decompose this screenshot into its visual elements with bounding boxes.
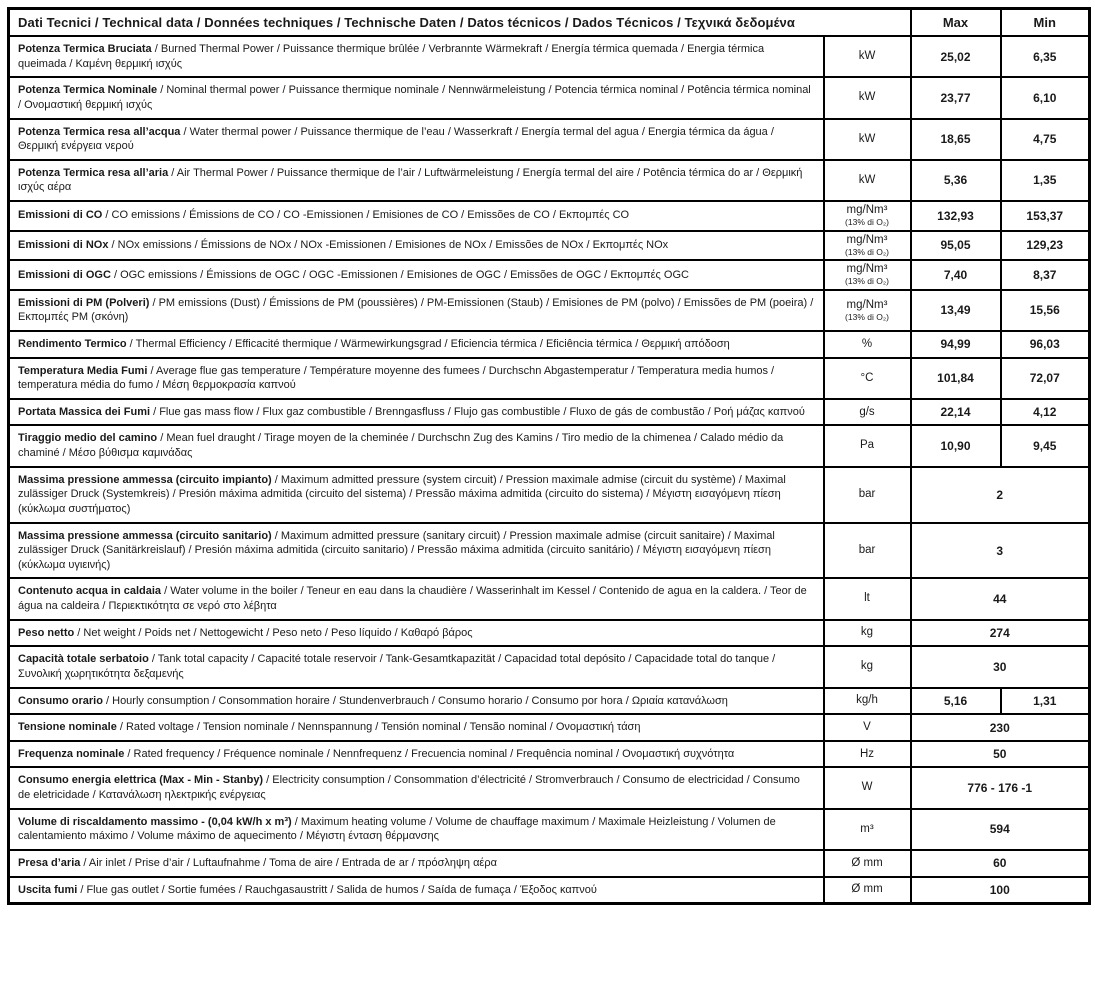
unit-cell: [824, 467, 911, 523]
row-description: [9, 714, 824, 741]
unit-symbol: kg/h: [856, 694, 878, 707]
unit-symbol: Ø mm: [851, 856, 883, 869]
unit-symbol: W: [861, 781, 873, 794]
value-max: 94,99: [911, 331, 1001, 358]
value-min: 8,37: [1001, 260, 1090, 290]
row-description: [9, 160, 824, 201]
row-title: Potenza Termica resa all’aria: [18, 166, 169, 179]
value-merged: 30: [911, 646, 1090, 687]
table-row: [9, 425, 1090, 466]
unit-cell: [824, 77, 911, 118]
row-description: [9, 260, 824, 290]
unit-symbol: kg: [860, 626, 874, 639]
row-translations: / Nominal thermal power / Puissance thermique nominale / Nennwärmeleistung / Potencia térmica nominal / Potência térmica nominal / Ονομαστική θερμική ισχύς: [18, 84, 811, 111]
value-max: 13,49: [911, 290, 1001, 331]
row-translations: / Water thermal power / Puissance thermique de l’eau / Wasserkraft / Energía termal del agua / Energia térmica da água / Θερμική ενέργεια νερού: [18, 125, 774, 153]
unit-cell: [824, 767, 911, 808]
unit-symbol: m³: [860, 822, 874, 835]
row-translations: / Rated voltage / Tension nominale / Nennspannung / Tensión nominal / Tensão nominal / Ονομαστική τάση: [116, 721, 641, 734]
table-row: [9, 399, 1090, 426]
table-row: [9, 77, 1090, 118]
table-row: [9, 290, 1090, 331]
unit-cell: [824, 331, 911, 358]
row-description: [9, 331, 824, 358]
unit-cell: [824, 260, 911, 290]
row-translations: / Electricity consumption / Consommation d’électricité / Stromverbrauch / Consumo de electricidad / Consumo de eletricidade / Κατανάλωση ηλεκτρικής ενέργειας: [18, 774, 800, 802]
table-row: [9, 36, 1090, 77]
row-description: [9, 119, 824, 160]
table-body: [9, 36, 1090, 904]
table-row: [9, 119, 1090, 160]
value-min: 15,56: [1001, 290, 1090, 331]
row-title: Presa d’aria: [18, 856, 81, 869]
value-min: 6,10: [1001, 77, 1090, 118]
table-row: [9, 741, 1090, 768]
unit-cell: [824, 688, 911, 715]
row-description: [9, 290, 824, 331]
unit-symbol: mg/Nm³: [846, 263, 888, 276]
row-description: [9, 850, 824, 877]
table-row: [9, 331, 1090, 358]
header-row: [9, 9, 1090, 37]
value-min: 4,75: [1001, 119, 1090, 160]
value-max: 132,93: [911, 201, 1001, 231]
table-row: [9, 809, 1090, 850]
value-max: 18,65: [911, 119, 1001, 160]
row-translations: / Maximum admitted pressure (system circuit) / Pression maximale admise (circuit du système) / Maximal zulässiger Druck (Systemkreis) / Presión máxima admitida (circuito del sistema) / Pressão máxima admitida (circuito do sistema) / Μέγιστη εισαγόμενη πίεση (κύκλωμα συστήματος): [18, 473, 786, 515]
row-title: Rendimento Termico: [18, 337, 127, 350]
unit-note: (13% di O₂): [845, 311, 889, 322]
row-translations: / Average flue gas temperature / Température moyenne des fumees / Durchschn Abgastemperatur / Temperatura media humos / temperatura média do fumo / Μέση θερμοκρασία καπνού: [18, 364, 775, 392]
table-row: [9, 714, 1090, 741]
value-max: 25,02: [911, 36, 1001, 77]
row-description: [9, 877, 824, 904]
unit-symbol: V: [863, 720, 871, 733]
row-description: [9, 809, 824, 850]
row-title: Emissioni di NOx: [18, 239, 109, 252]
row-title: Potenza Termica Nominale: [18, 84, 158, 97]
unit-cell: [824, 290, 911, 331]
row-title: Potenza Termica Bruciata: [18, 43, 152, 55]
row-title: Emissioni di OGC: [18, 268, 111, 281]
row-translations: / Net weight / Poids net / Nettogewicht / Peso neto / Peso líquido / Καθαρό βάρος: [74, 626, 473, 639]
value-max: 22,14: [911, 399, 1001, 426]
value-min: 72,07: [1001, 358, 1090, 399]
max-column-header: Max: [911, 9, 1001, 37]
row-title: Tensione nominale: [18, 721, 117, 734]
value-merged: 776 - 176 -1: [911, 767, 1090, 808]
unit-cell: [824, 809, 911, 850]
value-merged: 594: [911, 809, 1090, 850]
row-description: [9, 688, 824, 715]
value-merged: 230: [911, 714, 1090, 741]
row-translations: / Air inlet / Prise d’air / Luftaufnahme / Toma de aire / Entrada de ar / πρόσληψη αέρα: [80, 856, 497, 869]
unit-note: (13% di O₂): [845, 276, 889, 287]
unit-symbol: kW: [858, 50, 876, 63]
table-row: [9, 523, 1090, 579]
row-translations: / Tank total capacity / Capacité totale reservoir / Tank-Gesamtkapazität / Capacidad total depósito / Capacidade total do tanque / Συνολική χωρητικότητα δεξαμενής: [18, 653, 776, 680]
table-row: [9, 850, 1090, 877]
row-description: [9, 425, 824, 466]
value-max: 5,16: [911, 688, 1001, 715]
row-translations: / Water volume in the boiler / Teneur en eau dans la chaudière / Wasserinhalt im Kessel / Contenido de agua en la caldera. / Teor de água na caldeira / Περιεκτικότητα σε νερό στο λέβητα: [18, 585, 807, 613]
unit-note: (13% di O₂): [845, 246, 889, 257]
row-translations: / Mean fuel draught / Tirage moyen de la cheminée / Durchschn Zug des Kamins / Tiro medio de la chimenea / Calado médio da chaminé / Μέσο βύθισμα καμινάδας: [18, 432, 784, 460]
value-max: 101,84: [911, 358, 1001, 399]
unit-cell: [824, 201, 911, 231]
unit-cell: [824, 578, 911, 619]
unit-symbol: mg/Nm³: [846, 233, 888, 246]
unit-cell: [824, 523, 911, 579]
row-translations: / NOx emissions / Émissions de NOx / NOx -Emissionen / Emisiones de NOx / Emissões de NOx / Εκπομπές NOx: [108, 239, 669, 252]
value-min: 96,03: [1001, 331, 1090, 358]
table-row: [9, 578, 1090, 619]
unit-cell: [824, 741, 911, 768]
row-title: Volume di riscaldamento massimo - (0,04 kW/h x m³): [18, 815, 292, 828]
row-description: [9, 620, 824, 647]
value-max: 10,90: [911, 425, 1001, 466]
row-translations: / Burned Thermal Power / Puissance thermique brûlée / Verbrannte Wärmekraft / Energía térmica quemada / Energia térmica queimada / Καμένη θερμική ισχύς: [18, 43, 765, 70]
value-merged: 50: [911, 741, 1090, 768]
unit-cell: [824, 646, 911, 687]
unit-cell: [824, 850, 911, 877]
row-translations: / Rated frequency / Fréquence nominale / Nennfrequenz / Frecuencia nominal / Frequência nominal / Ονομαστική συχνότητα: [124, 747, 735, 760]
row-description: [9, 36, 824, 77]
value-min: 1,35: [1001, 160, 1090, 201]
unit-cell: [824, 231, 911, 261]
row-title: Peso netto: [18, 626, 75, 639]
unit-symbol: kg: [860, 660, 874, 673]
unit-symbol: mg/Nm³: [846, 298, 888, 311]
unit-cell: [824, 425, 911, 466]
unit-symbol: bar: [858, 488, 876, 501]
unit-symbol: mg/Nm³: [846, 204, 888, 216]
value-max: 95,05: [911, 231, 1001, 261]
value-max: 7,40: [911, 260, 1001, 290]
table-title: Dati Tecnici / Technical data / Données techniques / Technische Daten / Datos técnicos / Dados Técnicos / Τεχνικά δεδομένα: [9, 9, 911, 37]
value-min: 1,31: [1001, 688, 1090, 715]
row-description: [9, 767, 824, 808]
row-translations: / CO emissions / Émissions de CO / CO -Emissionen / Emisiones de CO / Emissões de CO / Εκπομπές CO: [102, 209, 630, 222]
unit-cell: [824, 714, 911, 741]
row-title: Consumo orario: [18, 694, 103, 707]
row-translations: / Air Thermal Power / Puissance thermique de l’air / Luftwärmeleistung / Energía termal del aire / Potência térmica do ar / Θερμική ισχύς αέρα: [18, 166, 803, 194]
unit-symbol: bar: [858, 543, 876, 556]
row-title: Portata Massica dei Fumi: [18, 405, 151, 418]
row-title: Contenuto acqua in caldaia: [18, 585, 162, 598]
row-title: Potenza Termica resa all’acqua: [18, 125, 181, 138]
table-row: [9, 231, 1090, 261]
row-description: [9, 77, 824, 118]
row-title: Frequenza nominale: [18, 747, 125, 760]
unit-symbol: %: [861, 337, 873, 350]
value-merged: 274: [911, 620, 1090, 647]
row-translations: / Hourly consumption / Consommation horaire / Stundenverbrauch / Consumo horario / Consumo por hora / Ωριαία κατανάλωση: [102, 694, 728, 707]
table-row: [9, 646, 1090, 687]
row-translations: / Thermal Efficiency / Efficacité thermique / Wärmewirkungsgrad / Eficiencia térmica / Eficiência térmica / Θερμική απόδοση: [126, 337, 730, 350]
unit-symbol: g/s: [859, 405, 875, 418]
row-description: [9, 646, 824, 687]
unit-symbol: Hz: [859, 747, 875, 760]
row-translations: / Flue gas outlet / Sortie fumées / Rauchgasaustritt / Salida de humos / Saída de fumaça / Έξοδος καπνού: [77, 883, 597, 896]
value-min: 6,35: [1001, 36, 1090, 77]
unit-cell: [824, 119, 911, 160]
row-translations: / OGC emissions / Émissions de OGC / OGC -Emissionen / Emisiones de OGC / Emissões de OGC / Εκπομπές OGC: [110, 268, 689, 281]
unit-symbol: kW: [858, 91, 876, 104]
value-merged: 2: [911, 467, 1090, 523]
value-merged: 60: [911, 850, 1090, 877]
row-title: Massima pressione ammessa (circuito sanitario): [18, 529, 272, 542]
row-translations: / Flue gas mass flow / Flux gaz combustible / Brenngasfluss / Flujo gas combustible / Fluxo de gás de combustão / Ροή μάζας καπνού: [150, 405, 805, 418]
row-description: [9, 578, 824, 619]
table-row: [9, 201, 1090, 231]
row-translations: / Maximum admitted pressure (sanitary circuit) / Pression maximale admise (circuit sanitaire) / Maximal zulässiger Druck (Sanitärkreislauf) / Presión máxima admitida (circuito sanitario) / Pressão máxima admitida (circuito sanitário) / Μέγιστη εισαγόμενη πίεση (κύκλωμα υγιεινής): [18, 529, 775, 571]
value-min: 4,12: [1001, 399, 1090, 426]
min-column-header: Min: [1001, 9, 1090, 37]
row-description: [9, 231, 824, 261]
row-title: Capacità totale serbatoio: [18, 653, 149, 666]
table-row: [9, 160, 1090, 201]
value-max: 23,77: [911, 77, 1001, 118]
unit-symbol: Ø mm: [851, 883, 883, 896]
row-title: Consumo energia elettrica (Max - Min - Stanby): [18, 774, 264, 787]
unit-symbol: kW: [858, 132, 876, 145]
value-max: 5,36: [911, 160, 1001, 201]
row-description: [9, 201, 824, 231]
table-row: [9, 688, 1090, 715]
table-row: [9, 620, 1090, 647]
row-title: Uscita fumi: [18, 883, 78, 896]
unit-symbol: Pa: [859, 439, 875, 452]
table-row: [9, 358, 1090, 399]
unit-symbol: kW: [858, 173, 876, 186]
table-row: [9, 260, 1090, 290]
row-translations: / PM emissions (Dust) / Émissions de PM (poussières) / PM-Emissionen (Staub) / Emisiones de PM (polvo) / Emissões de PM (poeira) / Εκπομπές PM (σκόνη): [18, 296, 814, 324]
unit-cell: [824, 358, 911, 399]
unit-note: (13% di O₂): [845, 217, 889, 228]
technical-data-table: [7, 7, 1091, 905]
row-title: Emissioni di PM (Polveri): [18, 296, 150, 309]
unit-cell: [824, 399, 911, 426]
row-description: [9, 523, 824, 579]
value-merged: 3: [911, 523, 1090, 579]
row-title: Tiraggio medio del camino: [18, 432, 158, 445]
table-row: [9, 467, 1090, 523]
row-title: Temperatura Media Fumi: [18, 364, 148, 377]
row-description: [9, 467, 824, 523]
unit-cell: [824, 160, 911, 201]
table-row: [9, 767, 1090, 808]
unit-symbol: °C: [860, 371, 874, 384]
value-merged: 44: [911, 578, 1090, 619]
unit-cell: [824, 36, 911, 77]
value-min: 129,23: [1001, 231, 1090, 261]
row-description: [9, 399, 824, 426]
unit-cell: [824, 877, 911, 904]
value-min: 153,37: [1001, 201, 1090, 231]
row-translations: / Maximum heating volume / Volume de chauffage maximum / Maximale Heizleistung / Volumen de calentamiento máximo / Volume máximo de aquecimento / Μέγιστη ένταση θέρμανσης: [18, 815, 776, 843]
table-row: [9, 877, 1090, 904]
unit-cell: [824, 620, 911, 647]
value-min: 9,45: [1001, 425, 1090, 466]
row-title: Massima pressione ammessa (circuito impianto): [18, 473, 272, 486]
unit-symbol: lt: [864, 592, 870, 605]
row-description: [9, 741, 824, 768]
row-title: Emissioni di CO: [18, 209, 103, 222]
row-description: [9, 358, 824, 399]
value-merged: 100: [911, 877, 1090, 904]
